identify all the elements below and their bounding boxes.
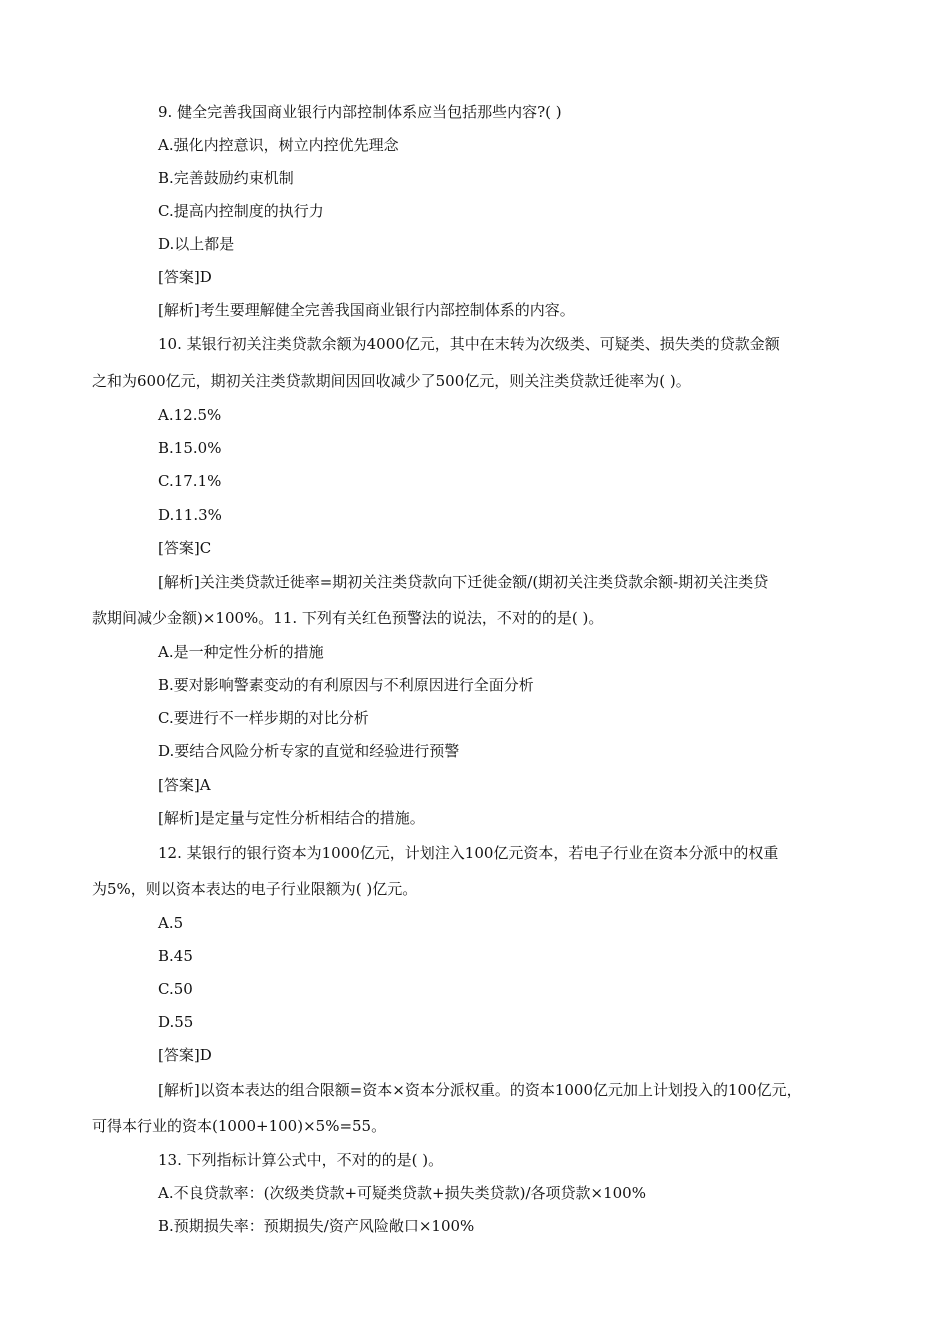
question-10: 10. 某银行初关注类贷款余额为4000亿元，其中在末转为次级类、可疑类、损失类的贷款金额	[158, 335, 780, 353]
question-9: 9. 健全完善我国商业银行内部控制体系应当包括那些内容?( )	[158, 103, 562, 121]
explanation-cont: 可得本行业的资本(1000+100)×5%=55。	[92, 1117, 387, 1135]
option-d: D.11.3%	[158, 506, 222, 524]
explanation: [解析]是定量与定性分析相结合的措施。	[158, 809, 425, 827]
question-12-cont: 为5%，则以资本表达的电子行业限额为( )亿元。	[92, 880, 418, 898]
option-b: B.完善鼓励约束机制	[158, 169, 294, 187]
option-a: A.强化内控意识，树立内控优先理念	[158, 136, 399, 154]
answer: [答案]A	[158, 776, 211, 794]
option-c: C.要进行不一样步期的对比分析	[158, 709, 369, 727]
option-a: A.是一种定性分析的措施	[158, 643, 324, 661]
explanation: [解析]以资本表达的组合限额=资本×资本分派权重。的资本1000亿元加上计划投入的100亿元，	[158, 1081, 802, 1099]
explanation: [解析]关注类贷款迁徙率=期初关注类贷款向下迁徙金额/(期初关注类贷款余额-期初关注类贷	[158, 573, 769, 591]
option-c: C.17.1%	[158, 472, 222, 490]
option-b: B.15.0%	[158, 439, 222, 457]
question-10-cont: 之和为600亿元，期初关注类贷款期间因回收减少了500亿元，则关注类贷款迁徙率为( )。	[92, 372, 691, 390]
explanation: [解析]考生要理解健全完善我国商业银行内部控制体系的内容。	[158, 301, 575, 319]
option-d: D.以上都是	[158, 235, 235, 253]
option-b: B.预期损失率：预期损失/资产风险敞口×100%	[158, 1217, 475, 1235]
option-c: C.50	[158, 980, 193, 998]
option-a: A.5	[158, 914, 184, 932]
option-d: D.55	[158, 1013, 194, 1031]
option-b: B.45	[158, 947, 193, 965]
option-a: A.12.5%	[158, 406, 222, 424]
answer: [答案]D	[158, 1046, 212, 1064]
answer: [答案]C	[158, 539, 212, 557]
option-b: B.要对影响警素变动的有利原因与不利原因进行全面分析	[158, 676, 534, 694]
explanation-cont: 款期间减少金额)×100%。11. 下列有关红色预警法的说法，不对的的是( )。	[92, 609, 604, 627]
option-c: C.提高内控制度的执行力	[158, 202, 324, 220]
option-d: D.要结合风险分析专家的直觉和经验进行预警	[158, 742, 460, 760]
question-12: 12. 某银行的银行资本为1000亿元，计划注入100亿元资本，若电子行业在资本分派中的权重	[158, 844, 779, 862]
answer: [答案]D	[158, 268, 212, 286]
option-a: A.不良贷款率：(次级类贷款+可疑类贷款+损失类贷款)/各项贷款×100%	[158, 1184, 646, 1202]
question-13: 13. 下列指标计算公式中，不对的的是( )。	[158, 1151, 444, 1169]
